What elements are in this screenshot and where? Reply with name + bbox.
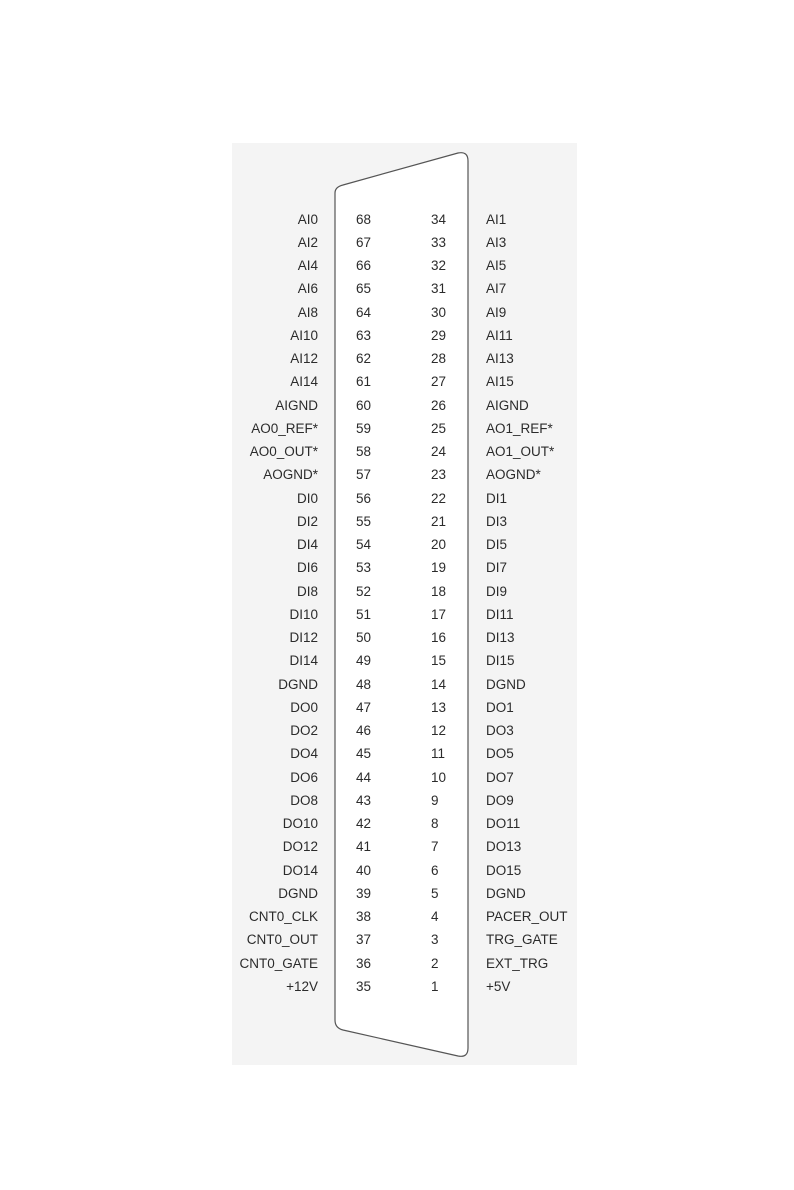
left-signal-label: DI0 [296, 490, 318, 506]
pin-row [0, 370, 794, 393]
left-signal-label: CNT0_OUT [246, 932, 318, 948]
pin-row [0, 626, 794, 649]
right-signal-label: DO7 [486, 769, 514, 785]
right-pin-number: 2 [431, 955, 439, 971]
left-pin-number: 45 [356, 746, 372, 762]
right-pin-number: 21 [431, 513, 447, 529]
right-pin-number: 32 [431, 258, 447, 273]
left-signal-label: DI4 [296, 537, 318, 552]
pin-row [0, 347, 794, 370]
right-pin-number: 29 [431, 327, 447, 343]
right-pin-number: 14 [431, 676, 447, 692]
right-signal-label: AI3 [486, 234, 507, 250]
left-pin-number: 49 [356, 653, 372, 669]
left-pin-number: 50 [356, 630, 372, 645]
left-signal-label: DO0 [290, 699, 318, 715]
pin-row [0, 859, 794, 882]
pin-row [0, 394, 794, 417]
right-signal-label: DO13 [486, 839, 522, 855]
right-signal-label: AIGND [486, 397, 529, 413]
right-signal-label: EXT_TRG [486, 955, 549, 971]
left-pin-number: 46 [356, 723, 372, 738]
pin-row [0, 719, 794, 742]
pin-row [0, 742, 794, 765]
left-pin-number: 44 [356, 769, 372, 785]
left-pin-number: 67 [356, 234, 372, 250]
right-pin-number: 12 [431, 723, 447, 738]
pin-row [0, 835, 794, 858]
right-signal-label: PACER_OUT [486, 909, 568, 924]
right-pin-number: 23 [431, 467, 447, 483]
right-pin-number: 24 [431, 444, 447, 459]
left-signal-label: DGND [278, 676, 318, 692]
right-signal-label: AI15 [486, 374, 514, 390]
right-pin-number: 30 [431, 304, 447, 320]
left-signal-label: CNT0_GATE [239, 955, 318, 971]
left-signal-label: AIGND [275, 397, 318, 413]
right-pin-number: 3 [431, 932, 439, 948]
right-signal-label: DO15 [486, 862, 522, 878]
right-pin-number: 19 [431, 560, 447, 576]
left-pin-number: 43 [356, 792, 372, 808]
left-signal-label: AO0_REF* [251, 420, 318, 436]
left-pin-number: 36 [356, 955, 372, 971]
right-signal-label: AI7 [486, 281, 507, 297]
pin-row [0, 673, 794, 696]
pin-row [0, 649, 794, 672]
pin-row [0, 975, 794, 998]
left-pin-number: 51 [356, 606, 372, 622]
right-signal-label: AO1_REF* [486, 420, 553, 436]
left-pin-number: 66 [356, 258, 372, 273]
right-signal-label: AI5 [486, 258, 507, 273]
left-signal-label: DO12 [282, 839, 318, 855]
right-signal-label: DGND [486, 885, 526, 901]
left-signal-label: DI6 [296, 560, 318, 576]
right-pin-number: 31 [431, 281, 447, 297]
pin-row [0, 208, 794, 231]
left-pin-number: 58 [356, 444, 372, 459]
right-pin-number: 27 [431, 374, 447, 390]
right-pin-number: 33 [431, 234, 447, 250]
right-pin-number: 4 [431, 909, 439, 924]
left-pin-number: 53 [356, 560, 372, 576]
right-pin-number: 28 [431, 351, 447, 366]
right-pin-number: 5 [431, 885, 439, 901]
left-signal-label: CNT0_CLK [248, 909, 318, 924]
left-pin-number: 62 [356, 351, 372, 366]
left-pin-number: 60 [356, 397, 372, 413]
left-pin-number: 65 [356, 281, 372, 297]
right-pin-number: 18 [431, 583, 447, 599]
left-pin-number: 40 [356, 862, 372, 878]
pin-row [0, 301, 794, 324]
right-signal-label: AI13 [486, 351, 514, 366]
pin-row [0, 696, 794, 719]
left-signal-label: AI0 [297, 211, 318, 227]
right-signal-label: DO11 [486, 816, 521, 831]
right-pin-number: 8 [431, 816, 439, 831]
left-signal-label: DI8 [296, 583, 318, 599]
right-pin-number: 17 [431, 606, 447, 622]
right-signal-label: AI1 [486, 211, 507, 227]
pin-row [0, 533, 794, 556]
left-pin-number: 38 [356, 909, 372, 924]
right-signal-label: DO3 [486, 723, 514, 738]
pin-row [0, 463, 794, 486]
left-signal-label: +12V [286, 978, 318, 994]
right-pin-number: 11 [431, 746, 446, 762]
left-signal-label: AI10 [290, 327, 318, 343]
pin-row [0, 254, 794, 277]
right-signal-label: DO9 [486, 792, 514, 808]
left-pin-number: 37 [356, 932, 372, 948]
right-pin-number: 16 [431, 630, 447, 645]
right-pin-number: 25 [431, 420, 447, 436]
right-signal-label: DI1 [486, 490, 508, 506]
pin-row [0, 952, 794, 975]
left-pin-number: 42 [356, 816, 372, 831]
left-pin-number: 41 [356, 839, 372, 855]
right-signal-label: AOGND* [486, 467, 541, 483]
pin-row [0, 928, 794, 951]
pin-row [0, 580, 794, 603]
pin-row [0, 510, 794, 533]
right-signal-label: +5V [486, 978, 511, 994]
left-signal-label: AI2 [297, 234, 318, 250]
left-pin-number: 48 [356, 676, 372, 692]
left-signal-label: AI12 [290, 351, 318, 366]
left-pin-number: 52 [356, 583, 372, 599]
left-signal-label: AO0_OUT* [249, 444, 318, 459]
pin-row [0, 882, 794, 905]
left-pin-number: 68 [356, 211, 372, 227]
right-pin-number: 7 [431, 839, 439, 855]
pin-row [0, 277, 794, 300]
left-signal-label: AI4 [297, 258, 318, 273]
right-signal-label: DI5 [486, 537, 508, 552]
left-signal-label: DO8 [290, 792, 318, 808]
pin-row [0, 440, 794, 463]
right-pin-number: 10 [431, 769, 447, 785]
pin-row [0, 417, 794, 440]
right-signal-label: AO1_OUT* [486, 444, 555, 459]
right-pin-number: 22 [431, 490, 447, 506]
right-signal-label: DI15 [486, 653, 515, 669]
pin-row [0, 487, 794, 510]
pin-row [0, 789, 794, 812]
right-pin-number: 15 [431, 653, 447, 669]
pin-row [0, 603, 794, 626]
left-pin-number: 63 [356, 327, 372, 343]
right-signal-label: AI9 [486, 304, 507, 320]
left-signal-label: DO4 [290, 746, 318, 762]
left-signal-label: DO2 [290, 723, 318, 738]
pin-row [0, 324, 794, 347]
right-signal-label: DI11 [486, 606, 514, 622]
left-pin-number: 39 [356, 885, 372, 901]
right-signal-label: DI13 [486, 630, 515, 645]
pin-row [0, 766, 794, 789]
left-pin-number: 61 [356, 374, 372, 390]
left-signal-label: DI14 [289, 653, 318, 669]
pin-row [0, 812, 794, 835]
right-signal-label: TRG_GATE [486, 932, 558, 948]
right-pin-number: 9 [431, 792, 439, 808]
left-signal-label: DGND [278, 885, 318, 901]
pin-row [0, 231, 794, 254]
pin-row [0, 905, 794, 928]
right-signal-label: DI9 [486, 583, 508, 599]
left-pin-number: 54 [356, 537, 372, 552]
right-pin-number: 26 [431, 397, 447, 413]
right-signal-label: AI11 [486, 327, 513, 343]
left-pin-number: 55 [356, 513, 372, 529]
right-pin-number: 20 [431, 537, 447, 552]
right-pin-number: 34 [431, 211, 447, 227]
left-signal-label: DO10 [282, 816, 318, 831]
left-signal-label: AI8 [297, 304, 318, 320]
right-pin-number: 1 [431, 978, 439, 994]
left-pin-number: 59 [356, 420, 372, 436]
pin-row [0, 556, 794, 579]
left-signal-label: DO6 [290, 769, 318, 785]
left-signal-label: DI10 [289, 606, 318, 622]
left-signal-label: DI2 [296, 513, 318, 529]
right-pin-number: 13 [431, 699, 447, 715]
left-pin-number: 47 [356, 699, 372, 715]
left-pin-number: 64 [356, 304, 372, 320]
left-signal-label: DI12 [289, 630, 318, 645]
right-signal-label: DI7 [486, 560, 508, 576]
left-pin-number: 57 [356, 467, 372, 483]
left-pin-number: 56 [356, 490, 372, 506]
left-pin-number: 35 [356, 978, 372, 994]
right-signal-label: DO5 [486, 746, 514, 762]
left-signal-label: AI6 [297, 281, 318, 297]
left-signal-label: DO14 [282, 862, 318, 878]
left-signal-label: AI14 [290, 374, 318, 390]
right-pin-number: 6 [431, 862, 439, 878]
right-signal-label: DI3 [486, 513, 508, 529]
right-signal-label: DGND [486, 676, 526, 692]
right-signal-label: DO1 [486, 699, 514, 715]
left-signal-label: AOGND* [263, 467, 318, 483]
